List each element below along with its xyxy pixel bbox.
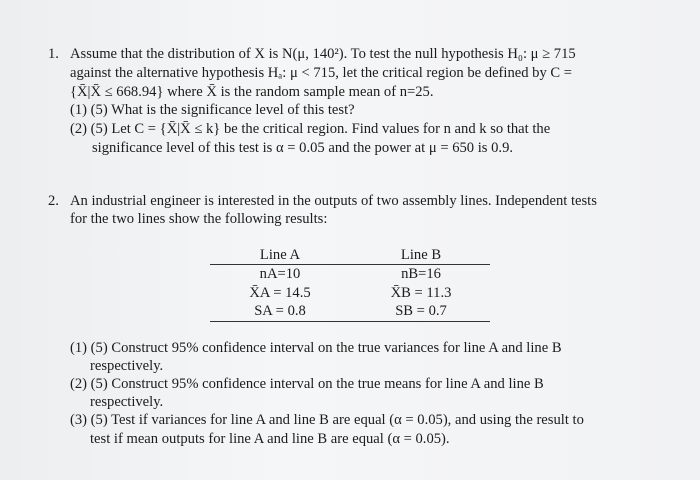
- table-cell: X̄A = 14.5: [249, 285, 311, 301]
- table-bottom-rule: [210, 321, 490, 322]
- q2-part-2: (2) (5) Construct 95% confidence interval on the true means for line A and line B: [70, 376, 544, 392]
- table-cell: nB=16: [401, 266, 441, 282]
- q2-part-2-cont: respectively.: [90, 394, 164, 410]
- table-cell: SB = 0.7: [395, 303, 447, 319]
- q1-line-2: against the alternative hypothesis Hₐ: μ < 715, let the critical region be defined by C =: [70, 65, 573, 81]
- q1-line-1: Assume that the distribution of X is N(μ, 140²). To test the null hypothesis H₀: μ ≥ 715: [70, 46, 576, 62]
- q2-number: 2.: [48, 193, 59, 209]
- q2-part-1: (1) (5) Construct 95% confidence interval on the true variances for line A and line B: [70, 340, 562, 356]
- table-cell: nA=10: [259, 266, 301, 282]
- table-cell: X̄B = 11.3: [390, 285, 452, 301]
- table-header-line-b: Line B: [400, 247, 442, 263]
- q2-part-3-cont: test if mean outputs for line A and line B are equal (α = 0.05).: [90, 431, 450, 447]
- q1-part-2-cont: significance level of this test is α = 0.05 and the power at μ = 650 is 0.9.: [92, 140, 514, 156]
- q1-part-2: (2) (5) Let C = {X̄|X̄ ≤ k} be the critical region. Find values for n and k so that the: [70, 121, 551, 137]
- q2-intro-2: for the two lines show the following results:: [70, 211, 328, 227]
- q1-part-1: (1) (5) What is the significance level of this test?: [70, 102, 355, 118]
- table-header-line-a: Line A: [259, 247, 301, 263]
- q1-number: 1.: [48, 46, 59, 62]
- q1-line-3: {X̄|X̄ ≤ 668.94} where X̄ is the random sample mean of n=25.: [70, 84, 434, 100]
- q2-part-1-cont: respectively.: [90, 358, 164, 374]
- q2-part-3: (3) (5) Test if variances for line A and line B are equal (α = 0.05), and using the result to: [70, 412, 584, 428]
- q2-intro-1: An industrial engineer is interested in the outputs of two assembly lines. Independent tests: [70, 193, 597, 209]
- table-cell: SA = 0.8: [254, 303, 306, 319]
